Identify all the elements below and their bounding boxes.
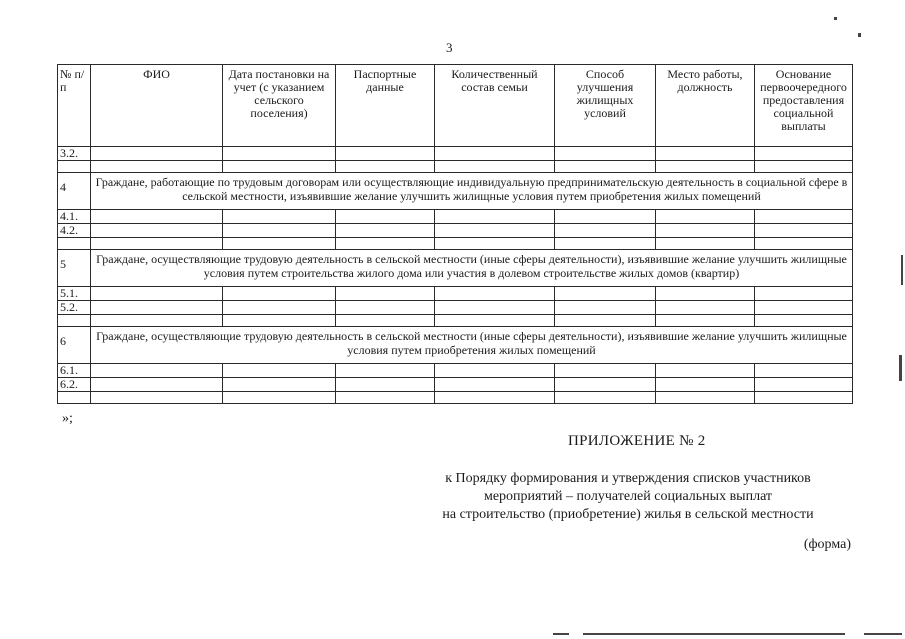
table-body	[58, 147, 853, 404]
table-cell	[656, 378, 755, 392]
table-cell	[91, 364, 223, 378]
table-cell	[435, 301, 555, 315]
header-workplace: Место работы, должность	[656, 65, 755, 147]
table-cell	[91, 210, 223, 224]
table-cell	[555, 392, 656, 404]
table-cell	[336, 224, 435, 238]
section-title: Граждане, работающие по трудовым договорам или осуществляющие индивидуальную предпринимательскую деятельность в социальной сфере в сельской местности, изъявившие желание улучшить жилищные условия путем приобретения жилых помещений	[91, 173, 853, 210]
scan-mark	[858, 33, 861, 37]
table-cell	[755, 210, 853, 224]
form-label: (форма)	[803, 537, 851, 552]
table-cell	[555, 161, 656, 173]
table-cell	[656, 161, 755, 173]
table-header-row	[58, 65, 853, 147]
table-cell	[755, 161, 853, 173]
table-cell	[58, 315, 91, 327]
row-number: 6.1.	[58, 364, 91, 378]
scan-mark	[834, 17, 837, 20]
section-title: Граждане, осуществляющие трудовую деятельность в сельской местности (иные сферы деятельности), изъявившие желание улучшить жилищные условия путем строительства жилого дома или участия в долевом строительстве жилых домов (квартир)	[91, 250, 853, 287]
scan-mark	[553, 633, 569, 635]
appendix-subtitle-line: к Порядку формирования и утверждения списков участников	[445, 471, 811, 486]
table-cell	[336, 392, 435, 404]
blank-row	[58, 392, 853, 404]
table-cell	[755, 315, 853, 327]
row-number: 5.2.	[58, 301, 91, 315]
table-cell	[223, 392, 336, 404]
table-cell	[656, 147, 755, 161]
table-cell	[656, 392, 755, 404]
table-cell	[555, 364, 656, 378]
table-cell	[336, 238, 435, 250]
table-cell	[223, 161, 336, 173]
table-cell	[555, 238, 656, 250]
table-row	[58, 224, 853, 238]
table-cell	[223, 364, 336, 378]
table-cell	[336, 210, 435, 224]
table-cell	[755, 287, 853, 301]
table-cell	[555, 210, 656, 224]
table-cell	[656, 210, 755, 224]
header-priority-basis: Основание первоочередного предоставления социальной выплаты	[755, 65, 853, 147]
table-cell	[656, 287, 755, 301]
row-number: 3.2.	[58, 147, 91, 161]
table-row	[58, 301, 853, 315]
appendix-title: ПРИЛОЖЕНИЕ № 2	[568, 433, 706, 449]
table-cell	[435, 161, 555, 173]
table-cell	[91, 224, 223, 238]
scan-mark	[864, 633, 902, 635]
table-row	[58, 287, 853, 301]
table-cell	[755, 147, 853, 161]
section-title: Граждане, осуществляющие трудовую деятельность в сельской местности (иные сферы деятельности), изъявившие желание улучшить жилищные условия путем приобретения жилых помещений	[91, 327, 853, 364]
closing-quote: »;	[62, 411, 73, 426]
table-cell	[555, 301, 656, 315]
table-cell	[58, 238, 91, 250]
table-cell	[555, 224, 656, 238]
table-cell	[223, 210, 336, 224]
table-cell	[555, 287, 656, 301]
table-cell	[91, 392, 223, 404]
section-number: 4	[58, 173, 91, 210]
section-number: 5	[58, 250, 91, 287]
appendix-subtitle	[418, 470, 838, 524]
table-cell	[91, 147, 223, 161]
header-improvement-method: Способ улучшения жилищных условий	[555, 65, 656, 147]
table-cell	[656, 364, 755, 378]
table-cell	[435, 210, 555, 224]
table-cell	[555, 147, 656, 161]
table-cell	[336, 161, 435, 173]
table-cell	[755, 378, 853, 392]
table-cell	[336, 364, 435, 378]
header-number: № п/п	[58, 65, 91, 147]
table-cell	[223, 315, 336, 327]
table-cell	[755, 238, 853, 250]
appendix-subtitle-line: на строительство (приобретение) жилья в сельской местности	[442, 507, 814, 522]
table-cell	[91, 287, 223, 301]
table-cell	[91, 378, 223, 392]
table-cell	[91, 238, 223, 250]
table-cell	[435, 364, 555, 378]
row-number: 4.2.	[58, 224, 91, 238]
page-number: 3	[446, 40, 453, 55]
table-row	[58, 210, 853, 224]
table-cell	[223, 147, 336, 161]
header-family-size: Количественный состав семьи	[435, 65, 555, 147]
table-cell	[755, 364, 853, 378]
table-cell	[656, 224, 755, 238]
table-cell	[435, 392, 555, 404]
table-cell	[91, 301, 223, 315]
table-row	[58, 147, 853, 161]
table-cell	[656, 301, 755, 315]
blank-row	[58, 238, 853, 250]
row-number: 6.2.	[58, 378, 91, 392]
table-cell	[336, 378, 435, 392]
header-passport: Паспортные данные	[336, 65, 435, 147]
table-row	[58, 364, 853, 378]
row-number: 5.1.	[58, 287, 91, 301]
table-cell	[435, 147, 555, 161]
table-cell	[555, 378, 656, 392]
section-row	[58, 173, 853, 210]
table-cell	[755, 301, 853, 315]
table-cell	[223, 287, 336, 301]
table-cell	[555, 315, 656, 327]
table-cell	[91, 161, 223, 173]
table-cell	[336, 315, 435, 327]
registry-table	[57, 64, 853, 404]
section-number: 6	[58, 327, 91, 364]
table-cell	[755, 392, 853, 404]
table-cell	[435, 315, 555, 327]
table-cell	[435, 238, 555, 250]
header-full-name: ФИО	[91, 65, 223, 147]
row-number: 4.1.	[58, 210, 91, 224]
table-cell	[336, 301, 435, 315]
blank-row	[58, 315, 853, 327]
table-row	[58, 378, 853, 392]
appendix-subtitle-line: мероприятий – получателей социальных выплат	[483, 489, 773, 504]
table-cell	[58, 392, 91, 404]
table-cell	[223, 238, 336, 250]
table-cell	[435, 378, 555, 392]
scan-mark	[899, 355, 902, 381]
table-cell	[223, 378, 336, 392]
table-cell	[223, 224, 336, 238]
table-cell	[336, 147, 435, 161]
table-cell	[656, 315, 755, 327]
table-cell	[91, 315, 223, 327]
header-registration-date: Дата постановки на учет (с указанием сельского поселения)	[223, 65, 336, 147]
table-cell	[336, 287, 435, 301]
table-cell	[656, 238, 755, 250]
section-row	[58, 250, 853, 287]
table-cell	[435, 224, 555, 238]
section-row	[58, 327, 853, 364]
table-cell	[223, 301, 336, 315]
scan-mark	[901, 255, 903, 285]
blank-row	[58, 161, 853, 173]
scan-mark	[583, 633, 845, 635]
table-cell	[435, 287, 555, 301]
table-cell	[755, 224, 853, 238]
table-cell	[58, 161, 91, 173]
